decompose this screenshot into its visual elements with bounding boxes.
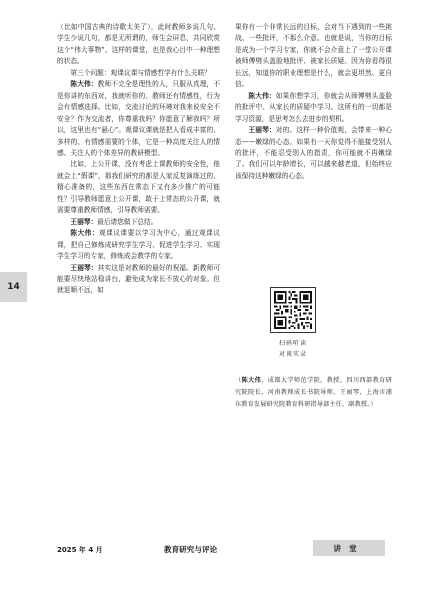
footer-section-badge xyxy=(313,540,385,556)
paragraph-text: 如果你想学习，你就会从师傅劈头盖脸的批评中、从家长的质疑中学习。这所有的一切都是学习资源，是思考怎么去进步的契机。 xyxy=(235,91,393,123)
paragraph-text: 比如，上公开课，没有考虑上课教师的安全性，他就会上“假课”，那我们研究的都是人家反复演练过的、精心准备的，这些东西在常态下又有多少推广的可能性？引导教师愿意上公开课，敢于上常态的公开课，就需要尊重教师情感，引导教师需要。 xyxy=(57,160,220,215)
speaker-name: 王丽琴： xyxy=(70,263,98,272)
qr-caption-scan: 扫码听读 xyxy=(278,340,307,347)
page-number: 14 xyxy=(7,282,20,292)
paragraph-text: 教师不完全是理性的人，只服从真理，不是你讲的东西对，我就听你的。教师还有情感性，行为会有情感选择。比如，交流讨论的环境对我来说安全不安全？作为交流者，你尊重我吗？你愿意了解我吗？所以，这里也有“悬心”。观课议课就是把人看成丰富的、多样的、有情感需要的个体，它是一种高度关注人的情感、关注人的个体差异的教研模型。 xyxy=(57,80,221,157)
paragraph-text: 第三个问题：观课议课与情感哲学有什么关联？ xyxy=(70,68,211,77)
author-bio xyxy=(235,375,392,412)
footer-date: 2025 年 4 月 xyxy=(57,546,103,554)
right-column xyxy=(235,22,392,182)
paragraph-text: 其实这是对教师的最好的祝福。新教师可能要尽快地站稳讲台，避免成为家长不放心的对象。但就退顺不远，如 xyxy=(57,263,221,295)
paragraph-text: 最后请您做下总结。 xyxy=(97,217,158,226)
qr-code-icon xyxy=(274,291,312,329)
bio-prefix: （ xyxy=(235,377,242,384)
bio-author-name: 陈大伟 xyxy=(241,377,262,384)
paragraph xyxy=(57,263,220,297)
paragraph xyxy=(57,68,220,79)
page-number-tab xyxy=(0,272,27,302)
speaker-name: 陈大伟： xyxy=(248,91,276,100)
footer-section-label: 讲堂 xyxy=(333,543,365,553)
paragraph xyxy=(57,159,220,216)
paragraph xyxy=(57,217,220,228)
qr-caption-transcript: 对谈实录 xyxy=(278,351,307,358)
speaker-name: 陈大伟： xyxy=(70,229,99,238)
bio-text: ，成都大学师范学院，教授。四川西部教育研究院院长，河南教师成长书院导师。王丽琴，上海市浦东教育发展研究院教育科研指导部主任，副教授。） xyxy=(235,377,392,409)
speaker-name: 陈大伟： xyxy=(70,80,98,89)
speaker-name: 王丽琴： xyxy=(248,126,276,135)
paragraph-text: 果你有一个非常长远的目标，会对当下遇到的一些挑战、一些批评，不那么介意。也就是说，当你的目标是成为一个学习专家，你就不会介意上了一堂公开课被师傅劈头盖脸地批评、被家长质疑。因为你看得很长远，知道你的职业理想是什么，就会更坦然、更自信。 xyxy=(235,23,392,89)
paragraph xyxy=(57,22,220,68)
paragraph xyxy=(235,125,392,182)
paragraph-text: 对的。这样一种价值观，会带来一种心态——嫩绿的心态。如果有一天你觉得不能接受别人的批评，不能忍受别人的指责，你可能就不再嫩绿了。我们可以年龄增长，可以越来越老道，但始终应该保持这种嫩绿的心态。 xyxy=(235,126,393,180)
qr-code[interactable] xyxy=(270,287,316,333)
paragraph-text: 观课议课要以学习为中心，通过观课议课，把自己修炼成研究学生学习、促进学生学习、实现学生学习的专家，修炼成会教学的专家。 xyxy=(57,229,221,261)
paragraph-text: （比如中国古典的诗歌太美了），此时教师多说几句、学生少说几句，都是无所谓的，师生会屏息，共同欣赏这个“伟大事物”。这样的课堂，也是我心目中一种理想的状态。 xyxy=(57,23,220,66)
paragraph xyxy=(235,22,392,91)
paragraph xyxy=(57,228,220,262)
paragraph xyxy=(235,91,392,125)
footer-journal-title: 教育研究与评论 xyxy=(164,545,218,554)
paragraph xyxy=(57,79,220,159)
speaker-name: 王丽琴： xyxy=(70,217,98,226)
left-column xyxy=(57,22,220,297)
